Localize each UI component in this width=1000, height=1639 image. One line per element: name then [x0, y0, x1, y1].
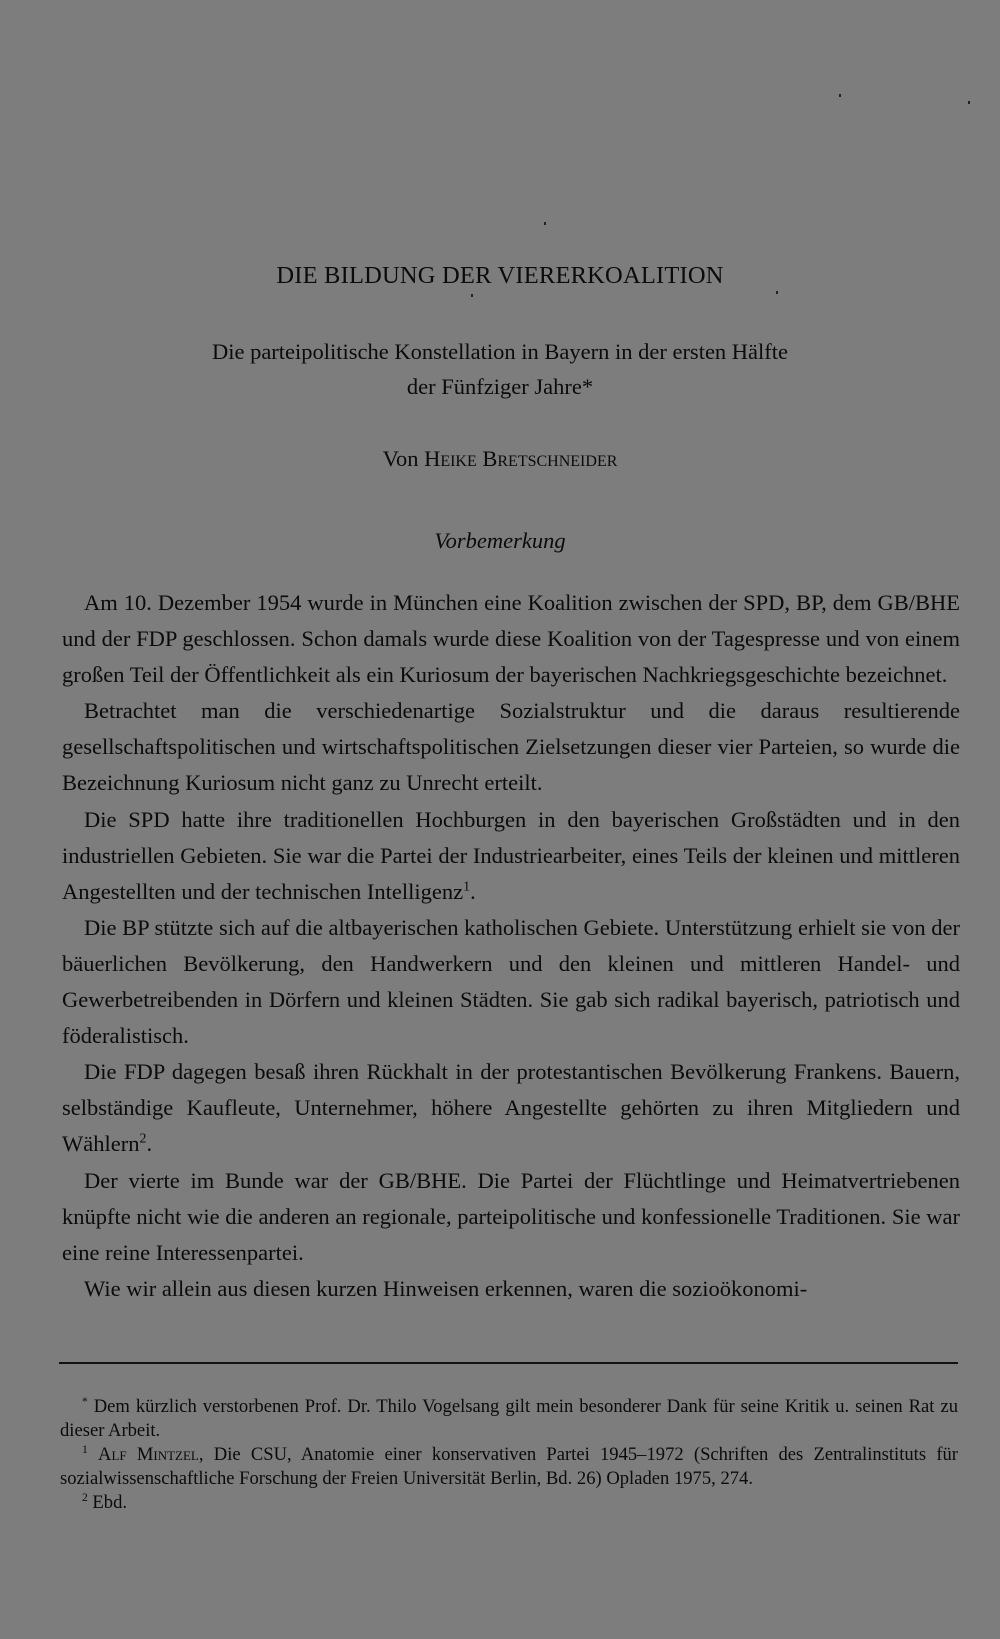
paragraph-text: Die SPD hatte ihre traditionellen Hochburgen in den bayerischen Großstädten und in den industriellen Gebieten. Sie war die Partei der Industriearbeiter, eines Teils der kleinen und mittleren Angestellten und der technischen Intelligenz	[62, 806, 960, 904]
paragraph: Wie wir allein aus diesen kurzen Hinweisen erkennen, waren die sozioökonomi-	[84, 1275, 808, 1301]
footnote-divider	[59, 1362, 958, 1364]
byline	[0, 446, 1000, 472]
article-title: DIE BILDUNG DER VIERERKOALITION	[276, 262, 724, 289]
body-text	[62, 585, 960, 1307]
footnote-reference: 2	[139, 1131, 147, 1147]
paragraph: Die BP stützte sich auf die altbayerischen katholischen Gebiete. Unterstützung erhielt sie von der bäuerlichen Bevölkerung, den Handwerkern und den kleinen und mittleren Handel- und Gewerbetreibenden in Dörfern und kleinen Städten. Sie gab sich radikal bayerisch, patriotisch und föderalistisch.	[62, 914, 960, 1049]
scan-speck	[471, 294, 473, 297]
paragraph: Betrachtet man die verschiedenartige Sozialstruktur und die daraus resultierende gesellschaftspolitischen und wirtschaftspolitischen Zielsetzungen dieser vier Parteien, so wurde die Bezeichnung Kuriosum nicht ganz zu Unrecht erteilt.	[62, 698, 960, 796]
footnote-marker: 1	[82, 1443, 88, 1456]
footnotes	[60, 1395, 958, 1515]
scan-speck	[544, 222, 546, 225]
footnote-1	[60, 1443, 958, 1491]
paragraph-end: .	[146, 1131, 153, 1157]
author-name: Heike Bretschneider	[424, 446, 618, 471]
footnote-reference: 1	[463, 879, 471, 895]
article-subtitle	[0, 334, 1000, 404]
paragraph: Der vierte im Bunde war der GB/BHE. Die Partei der Flüchtlinge und Heimatvertriebenen knüpfte nicht wie die anderen an regionale, parteipolitische und konfessionelle Traditionen. Sie war eine reine Interessenpartei.	[62, 1167, 960, 1265]
scan-speck	[839, 94, 841, 97]
paragraph: Am 10. Dezember 1954 wurde in München eine Koalition zwischen der SPD, BP, dem GB/BHE und der FDP geschlossen. Schon damals wurde diese Koalition von der Tagespresse und von einem großen Teil der Öffentlichkeit als ein Kuriosum der bayerischen Nachkriegsgeschichte bezeichnet.	[62, 590, 960, 688]
footnote-text: , Die CSU, Anatomie einer konservativen Partei 1945–1972 (Schriften des Zentralinstituts für sozialwissenschaftliche Forschung der Freien Universität Berlin, Bd. 26) Opladen 1975, 274.	[60, 1444, 959, 1489]
paragraph-end: .	[470, 878, 476, 904]
footnote-marker: *	[82, 1395, 88, 1408]
section-heading: Vorbemerkung	[434, 528, 566, 553]
footnote-author: Alf Mintzel	[98, 1444, 199, 1465]
scan-speck	[776, 291, 778, 294]
footnote-star	[60, 1395, 958, 1443]
subtitle-line-2	[0, 369, 1000, 404]
subtitle-line-1: Die parteipolitische Konstellation in Bayern in der ersten Hälfte	[211, 339, 789, 364]
subtitle-footnote-marker: *	[581, 374, 594, 399]
byline-prefix: Von	[382, 446, 419, 471]
paragraph	[62, 1054, 960, 1162]
scan-speck	[968, 101, 970, 104]
footnote-text: Dem kürzlich verstorbenen Prof. Dr. Thilo Vogelsang gilt mein besonderer Dank für seine Kritik u. seinen Rat zu dieser Arbeit.	[60, 1396, 958, 1441]
subtitle-line-2-text: der Fünfziger Jahre	[406, 374, 582, 399]
paragraph	[62, 802, 960, 910]
footnote-marker: 2	[82, 1491, 88, 1504]
footnote-2	[60, 1491, 958, 1515]
footnote-text: Ebd.	[92, 1492, 128, 1513]
paragraph-text: Die FDP dagegen besaß ihren Rückhalt in der protestantischen Bevölkerung Frankens. Bauern, selbständige Kaufleute, Unternehmer, höhere Angestellte gehörten zu ihren Mitgliedern und Wählern	[62, 1059, 960, 1157]
